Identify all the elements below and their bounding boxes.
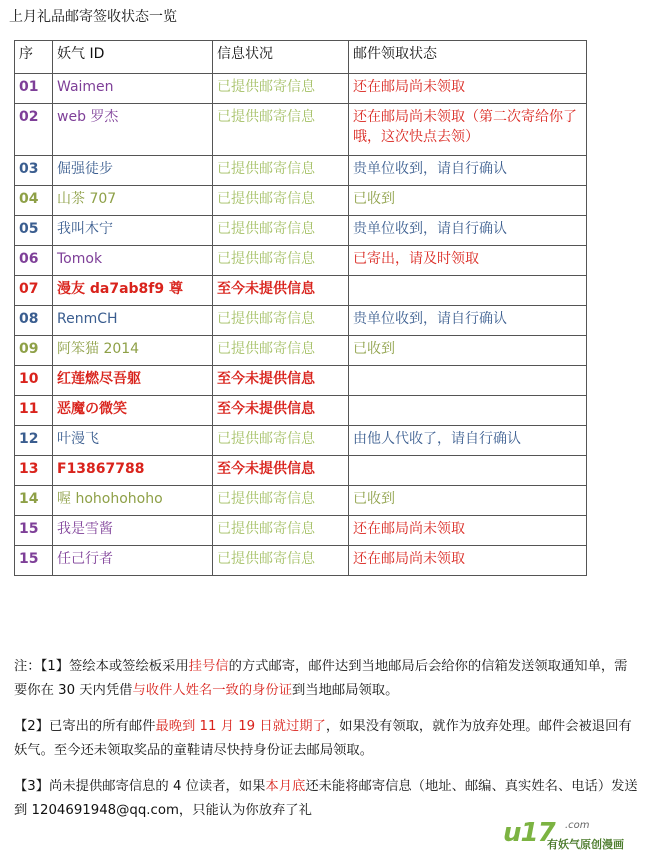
note-text: 还未能将邮寄信息（地址、邮编、真实姓名、电话）发送到 1204691948@qq.com，只能认为你放弃了礼	[14, 779, 638, 818]
row-info: 已提供邮寄信息	[213, 246, 349, 276]
row-info: 已提供邮寄信息	[213, 306, 349, 336]
header-status: 邮件领取状态	[349, 41, 587, 74]
header-info: 信息状况	[213, 41, 349, 74]
table-row	[15, 516, 587, 546]
row-status: 还在邮局尚未领取	[349, 74, 587, 104]
row-seq: 03	[15, 156, 53, 186]
watermark-mark: u17	[503, 818, 555, 848]
note-highlight: 最晚到 11 月 19 日就过期了	[155, 719, 326, 734]
row-id: Waimen	[53, 74, 213, 104]
row-status	[349, 276, 587, 306]
row-status: 还在邮局尚未领取	[349, 516, 587, 546]
row-seq: 09	[15, 336, 53, 366]
row-id: 叶漫飞	[53, 426, 213, 456]
row-id: 恶魔の微笑	[53, 396, 213, 426]
table-row	[15, 216, 587, 246]
row-id: 喔 hohohohoho	[53, 486, 213, 516]
row-seq: 10	[15, 366, 53, 396]
note-highlight: 与收件人姓名一致的身份证	[132, 683, 293, 698]
row-id: 倔强徒步	[53, 156, 213, 186]
row-seq: 12	[15, 426, 53, 456]
row-id: 我是雪酱	[53, 516, 213, 546]
row-status: 已寄出，请及时领取	[349, 246, 587, 276]
row-status: 还在邮局尚未领取	[349, 546, 587, 576]
row-info: 已提供邮寄信息	[213, 426, 349, 456]
note-text: ，如果没有领取，就作为放弃处理。邮件会被退回有妖气。至今还未领取奖品的童鞋请尽快持身份证去邮局领取。	[14, 719, 632, 758]
header-id: 妖气 ID	[53, 41, 213, 74]
row-id: RenmCH	[53, 306, 213, 336]
row-seq: 13	[15, 456, 53, 486]
row-status: 贵单位收到，请自行确认	[349, 216, 587, 246]
table-row	[15, 366, 587, 396]
watermark-domain: .com	[565, 820, 590, 831]
row-seq: 14	[15, 486, 53, 516]
table-body	[15, 74, 587, 576]
row-id: 我叫木宁	[53, 216, 213, 246]
row-status: 已收到	[349, 186, 587, 216]
row-seq: 04	[15, 186, 53, 216]
row-seq: 15	[15, 516, 53, 546]
row-info: 已提供邮寄信息	[213, 104, 349, 156]
row-id: 任己行者	[53, 546, 213, 576]
note-3	[14, 775, 639, 823]
table-row	[15, 156, 587, 186]
note-highlight: 本月底	[265, 779, 306, 794]
watermark-logo	[503, 818, 633, 852]
row-info: 已提供邮寄信息	[213, 216, 349, 246]
row-info: 已提供邮寄信息	[213, 336, 349, 366]
row-seq: 08	[15, 306, 53, 336]
table-row	[15, 336, 587, 366]
table-row	[15, 104, 587, 156]
row-seq: 15	[15, 546, 53, 576]
row-info: 至今未提供信息	[213, 366, 349, 396]
row-info: 已提供邮寄信息	[213, 546, 349, 576]
table-row	[15, 396, 587, 426]
row-status: 由他人代收了，请自行确认	[349, 426, 587, 456]
row-seq: 07	[15, 276, 53, 306]
row-id: web 罗杰	[53, 104, 213, 156]
note-text: 【2】已寄出的所有邮件	[14, 719, 156, 734]
row-info: 至今未提供信息	[213, 396, 349, 426]
row-seq: 01	[15, 74, 53, 104]
row-status	[349, 366, 587, 396]
note-highlight: 挂号信	[188, 659, 229, 674]
watermark-slogan: 有妖气原创漫画	[547, 838, 624, 851]
table-row	[15, 486, 587, 516]
row-status	[349, 396, 587, 426]
row-info: 已提供邮寄信息	[213, 486, 349, 516]
row-seq: 06	[15, 246, 53, 276]
row-id: 山茶 707	[53, 186, 213, 216]
row-id: 阿笨猫 2014	[53, 336, 213, 366]
row-info: 已提供邮寄信息	[213, 186, 349, 216]
table-row	[15, 246, 587, 276]
row-status: 已收到	[349, 336, 587, 366]
row-seq: 11	[15, 396, 53, 426]
table-row	[15, 546, 587, 576]
row-id: 红莲燃尽吾躯	[53, 366, 213, 396]
row-status	[349, 456, 587, 486]
row-id: F13867788	[53, 456, 213, 486]
row-info: 已提供邮寄信息	[213, 74, 349, 104]
note-text: 【3】尚未提供邮寄信息的 4 位读者，如果	[14, 779, 266, 794]
row-status: 已收到	[349, 486, 587, 516]
table-row	[15, 276, 587, 306]
note-2	[14, 715, 639, 763]
note-1	[14, 655, 639, 703]
table-row	[15, 186, 587, 216]
row-seq: 05	[15, 216, 53, 246]
row-info: 已提供邮寄信息	[213, 156, 349, 186]
status-table	[14, 40, 587, 576]
table-row	[15, 74, 587, 104]
row-status: 贵单位收到，请自行确认	[349, 306, 587, 336]
row-seq: 02	[15, 104, 53, 156]
note-text: 注：【1】签绘本或签绘板采用	[14, 659, 189, 674]
table-row	[15, 456, 587, 486]
row-info: 至今未提供信息	[213, 456, 349, 486]
row-id: 漫友 da7ab8f9 尊	[53, 276, 213, 306]
table-header-row	[15, 41, 587, 74]
row-status: 还在邮局尚未领取（第二次寄给你了哦，这次快点去领）	[349, 104, 587, 156]
table-row	[15, 426, 587, 456]
row-status: 贵单位收到，请自行确认	[349, 156, 587, 186]
header-seq: 序	[15, 41, 53, 74]
row-info: 至今未提供信息	[213, 276, 349, 306]
row-info: 已提供邮寄信息	[213, 516, 349, 546]
note-text: 的方式邮寄，邮件达到当地邮局后会给你的信箱发送领取通知单，需要你在 30 天内凭借	[14, 659, 628, 698]
document-title: 上月礼品邮寄签收状态一览	[9, 9, 177, 25]
row-id: Tomok	[53, 246, 213, 276]
note-text: 到当地邮局领取。	[292, 683, 399, 698]
table-row	[15, 306, 587, 336]
notes-section	[14, 655, 639, 835]
